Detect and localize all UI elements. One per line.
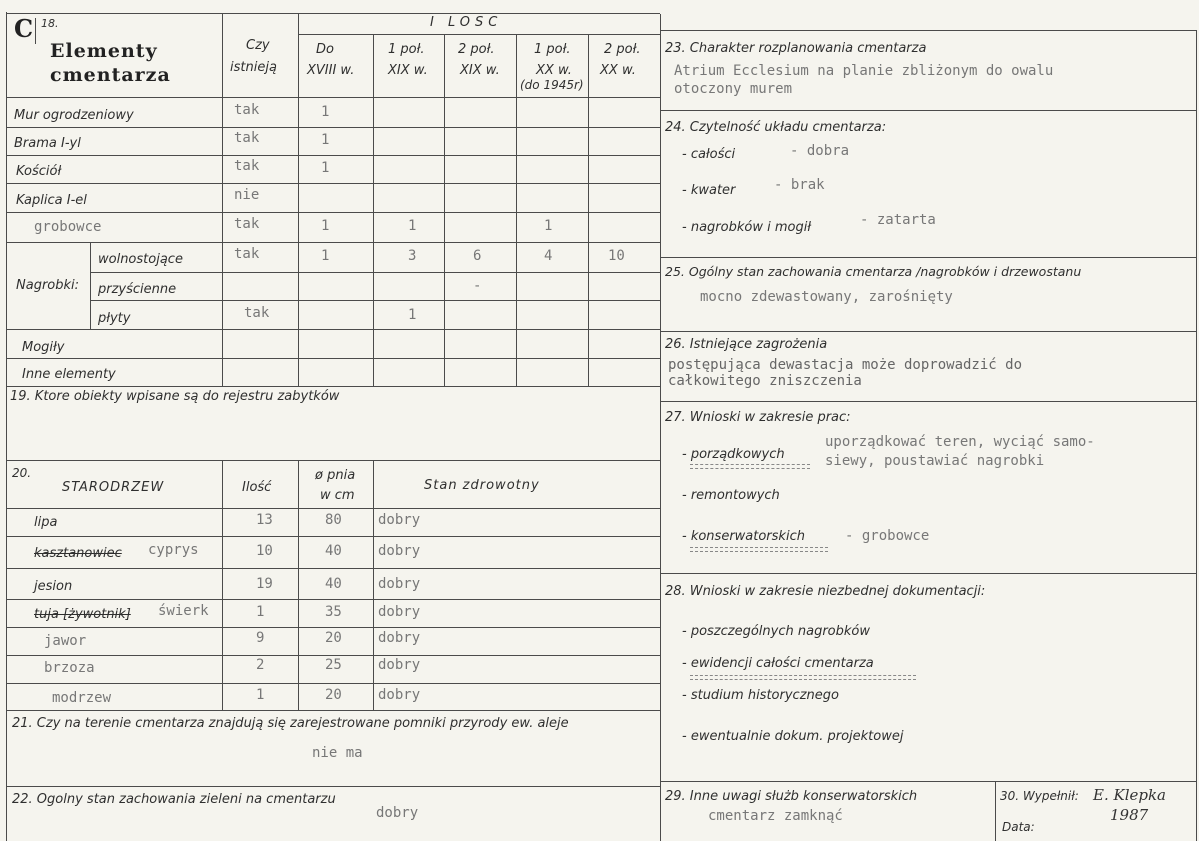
tree-name: jesion xyxy=(34,579,73,594)
period-header-5-l2: XX w. xyxy=(600,63,636,78)
row-line xyxy=(6,568,660,569)
q27-remont-label: - remontowych xyxy=(682,488,780,503)
q27-kons-label: - konserwatorskich xyxy=(682,529,805,544)
element-exists-value: tak xyxy=(234,102,260,118)
tree-diam-value: 80 xyxy=(325,512,342,528)
tree-health-value: dobry xyxy=(378,630,421,646)
col-line-p3 xyxy=(444,34,445,386)
element-row-label: Mur ogrodzeniowy xyxy=(14,108,134,123)
q25-top xyxy=(660,257,1196,258)
element-exists-value: tak xyxy=(234,216,260,232)
section-letter: C xyxy=(14,14,34,43)
row-line xyxy=(6,536,660,537)
tree-health-value: dobry xyxy=(378,576,421,592)
q21-label: 21. Czy na terenie cmentarza znajdują się zarejestrowane pomniki przyrody ew. aleje xyxy=(12,716,569,731)
q24-item-3: - nagrobków i mogił xyxy=(682,220,812,235)
trees-col-qty: Ilość xyxy=(242,480,272,495)
header-bottom xyxy=(6,97,660,98)
tree-health-value: dobry xyxy=(378,604,421,620)
element-row-label: Kościół xyxy=(16,164,62,179)
q22-answer: dobry xyxy=(376,805,419,821)
period-header-2-l2: XIX w. xyxy=(388,63,428,78)
q28-item-2: - ewidencji całości cmentarza xyxy=(682,656,874,671)
element-row-label: wolnostojące xyxy=(98,252,183,267)
row-line xyxy=(90,300,660,301)
q27-top xyxy=(660,401,1196,402)
table-bottom xyxy=(6,386,660,387)
period-header-3-l1: 2 poł. xyxy=(458,42,495,57)
q23-label: 23. Charakter rozplanowania cmentarza xyxy=(665,41,927,56)
period-header-4-l2: XX w. xyxy=(536,63,572,78)
q24-label: 24. Czytelność układu cmentarza: xyxy=(665,120,887,135)
q30-signature: E. Klepka xyxy=(1093,786,1167,804)
col-line-p5 xyxy=(588,34,589,386)
nagrobki-group-label: Nagrobki: xyxy=(16,278,80,293)
q30-divider xyxy=(995,781,996,841)
tree-name: kasztanowiec xyxy=(34,546,122,561)
element-row-label: przyścienne xyxy=(98,282,177,297)
row-line xyxy=(6,599,660,600)
q28-item-4: - ewentualnie dokum. projektowej xyxy=(682,729,904,744)
element-quantity-value: 10 xyxy=(608,248,625,264)
right-edge xyxy=(1196,30,1197,841)
period-header-2-l1: 1 poł. xyxy=(388,42,425,57)
period-header-4-l3: (do 1945r) xyxy=(520,78,584,92)
tree-diam-value: 40 xyxy=(325,576,342,592)
q28-top xyxy=(660,573,1196,574)
tree-name: jawor xyxy=(44,633,87,649)
row-line xyxy=(6,212,660,213)
q23-answer-2: otoczony murem xyxy=(674,81,793,97)
tree-name: brzoza xyxy=(44,660,95,676)
trees-col-diam-1: ø pnia xyxy=(315,468,356,483)
q23-answer-1: Atrium Ecclesium na planie zbliżonym do owalu xyxy=(674,63,1054,79)
element-exists-value: tak xyxy=(234,246,260,262)
page-left-border xyxy=(6,12,7,841)
col-line-exists xyxy=(222,14,223,386)
tree-diam-value: 35 xyxy=(325,604,342,620)
row-line xyxy=(6,183,660,184)
element-row-label: Brama I-yl xyxy=(14,136,81,151)
tree-qty-value: 1 xyxy=(256,687,265,703)
ilosc-underline xyxy=(298,34,660,35)
q24-answer-3: - zatarta xyxy=(860,212,936,228)
element-exists-value: tak xyxy=(234,158,260,174)
element-row-label: Mogiły xyxy=(22,340,65,355)
q27-porz-answer-1: uporządkować teren, wyciąć samo- xyxy=(825,434,1095,450)
trees-header-bottom xyxy=(6,508,660,509)
tree-health-value: dobry xyxy=(378,543,421,559)
element-quantity-value: 1 xyxy=(544,218,553,234)
tree-col-line xyxy=(373,460,374,710)
tree-name-correction: cyprys xyxy=(148,542,199,558)
col-exists-header-1: Czy xyxy=(246,38,270,53)
element-quantity-value: 3 xyxy=(408,248,417,264)
tree-name-correction: świerk xyxy=(158,603,209,619)
q26-label: 26. Istniejące zagrożenia xyxy=(665,337,828,352)
element-quantity-value: 1 xyxy=(321,160,330,176)
q24-item-1: - całości xyxy=(682,147,736,162)
quantity-header: I LOSC xyxy=(430,15,503,30)
q30-date: 1987 xyxy=(1110,806,1149,824)
tree-qty-value: 1 xyxy=(256,604,265,620)
row-line xyxy=(6,655,660,656)
trees-col-health: Stan zdrowotny xyxy=(424,478,540,493)
trees-bottom xyxy=(6,710,660,711)
trees-top xyxy=(6,460,660,461)
q30-date-label: Data: xyxy=(1002,820,1035,834)
section-number: 18. xyxy=(41,17,59,30)
q22-top xyxy=(6,786,660,787)
tree-name: tuja [żywotnik] xyxy=(34,607,131,622)
q26-answer-1: postępująca dewastacja może doprowadzić do xyxy=(668,357,1023,373)
element-quantity-value: 1 xyxy=(321,104,330,120)
tree-health-value: dobry xyxy=(378,512,421,528)
q25-label: 25. Ogólny stan zachowania cmentarza /nagrobków i drzewostanu xyxy=(665,264,1082,279)
element-quantity-value: 1 xyxy=(408,218,417,234)
q30-label: 30. Wypełnił: xyxy=(1000,789,1079,803)
tree-qty-value: 2 xyxy=(256,657,265,673)
tree-qty-value: 19 xyxy=(256,576,273,592)
trees-col-name: STARODRZEW xyxy=(62,480,165,495)
period-header-4-l1: 1 poł. xyxy=(534,42,571,57)
q27-porz-label: - porządkowych xyxy=(682,447,785,462)
element-exists-value: tak xyxy=(244,305,270,321)
form-title-line2: cmentarza xyxy=(50,64,171,86)
tree-qty-value: 9 xyxy=(256,630,265,646)
form-title-line1: Elementy xyxy=(50,40,158,62)
row-line xyxy=(6,683,660,684)
row-line xyxy=(90,272,660,273)
row-line xyxy=(6,242,660,243)
q22-label: 22. Ogolny stan zachowania zieleni na cmentarzu xyxy=(12,792,336,807)
element-row-label: Kaplica I-el xyxy=(16,193,87,208)
q26-answer-2: całkowitego zniszczenia xyxy=(668,373,862,389)
col-line-p4 xyxy=(516,34,517,386)
q29-top xyxy=(660,781,1196,782)
q19-label: 19. Ktore obiekty wpisane są do rejestru zabytków xyxy=(10,389,340,404)
tree-name: lipa xyxy=(34,515,58,530)
q28-item-3: - studium historycznego xyxy=(682,688,839,703)
q28-item-2-underline xyxy=(690,675,916,680)
row-line xyxy=(6,329,660,330)
element-quantity-value: 1 xyxy=(321,218,330,234)
period-header-3-l2: XIX w. xyxy=(460,63,500,78)
row-line xyxy=(6,358,660,359)
element-quantity-value: - xyxy=(473,278,482,294)
q25-answer: mocno zdewastowany, zarośnięty xyxy=(700,289,953,305)
q21-answer: nie ma xyxy=(312,745,363,761)
trees-num: 20. xyxy=(12,466,32,480)
q28-label: 28. Wnioski w zakresie niezbednej dokumentacji: xyxy=(665,584,986,599)
tree-col-line xyxy=(298,460,299,710)
element-quantity-value: 1 xyxy=(321,132,330,148)
q24-item-2: - kwater xyxy=(682,183,736,198)
q27-porz-answer-2: siewy, poustawiać nagrobki xyxy=(825,453,1045,469)
row-line xyxy=(6,127,660,128)
tree-qty-value: 10 xyxy=(256,543,273,559)
period-header-1-l1: Do xyxy=(316,42,334,57)
tree-col-line xyxy=(222,460,223,710)
element-quantity-value: 6 xyxy=(473,248,482,264)
row-line xyxy=(6,627,660,628)
element-quantity-value: 1 xyxy=(321,248,330,264)
q27-porz-underline xyxy=(690,464,810,469)
tree-diam-value: 20 xyxy=(325,687,342,703)
center-divider xyxy=(660,14,661,841)
col-line-p2 xyxy=(373,34,374,386)
col-line-p1 xyxy=(298,14,299,386)
q27-label: 27. Wnioski w zakresie prac: xyxy=(665,410,851,425)
tree-name: modrzew xyxy=(52,690,112,706)
element-row-label: płyty xyxy=(98,311,131,326)
element-quantity-value: 1 xyxy=(408,307,417,323)
element-exists-value: tak xyxy=(234,130,260,146)
element-exists-value: nie xyxy=(234,187,260,203)
q26-top xyxy=(660,331,1196,332)
q27-kons-answer: - grobowce xyxy=(845,528,930,544)
period-header-1-l2: XVIII w. xyxy=(307,63,355,78)
element-quantity-value: 4 xyxy=(544,248,553,264)
section-letter-mark xyxy=(35,18,36,44)
nagrobki-split xyxy=(90,243,91,329)
element-row-label: grobowce xyxy=(34,219,102,235)
top-border-left xyxy=(6,13,660,14)
tree-health-value: dobry xyxy=(378,687,421,703)
tree-health-value: dobry xyxy=(378,657,421,673)
tree-diam-value: 25 xyxy=(325,657,342,673)
tree-qty-value: 13 xyxy=(256,512,273,528)
period-header-5-l1: 2 poł. xyxy=(604,42,641,57)
q27-kons-underline xyxy=(690,547,828,552)
tree-diam-value: 20 xyxy=(325,630,342,646)
trees-col-diam-2: w cm xyxy=(320,488,355,503)
q29-label: 29. Inne uwagi służb konserwatorskich xyxy=(665,789,918,804)
element-row-label: Inne elementy xyxy=(22,367,116,382)
top-border-right xyxy=(660,30,1196,31)
q29-answer: cmentarz zamknąć xyxy=(708,808,843,824)
q24-answer-2: - brak xyxy=(774,177,825,193)
row-line xyxy=(6,155,660,156)
tree-diam-value: 40 xyxy=(325,543,342,559)
col-exists-header-2: istnieją xyxy=(230,60,277,75)
q24-top xyxy=(660,110,1196,111)
q24-answer-1: - dobra xyxy=(790,143,850,159)
q28-item-1: - poszczególnych nagrobków xyxy=(682,624,870,639)
